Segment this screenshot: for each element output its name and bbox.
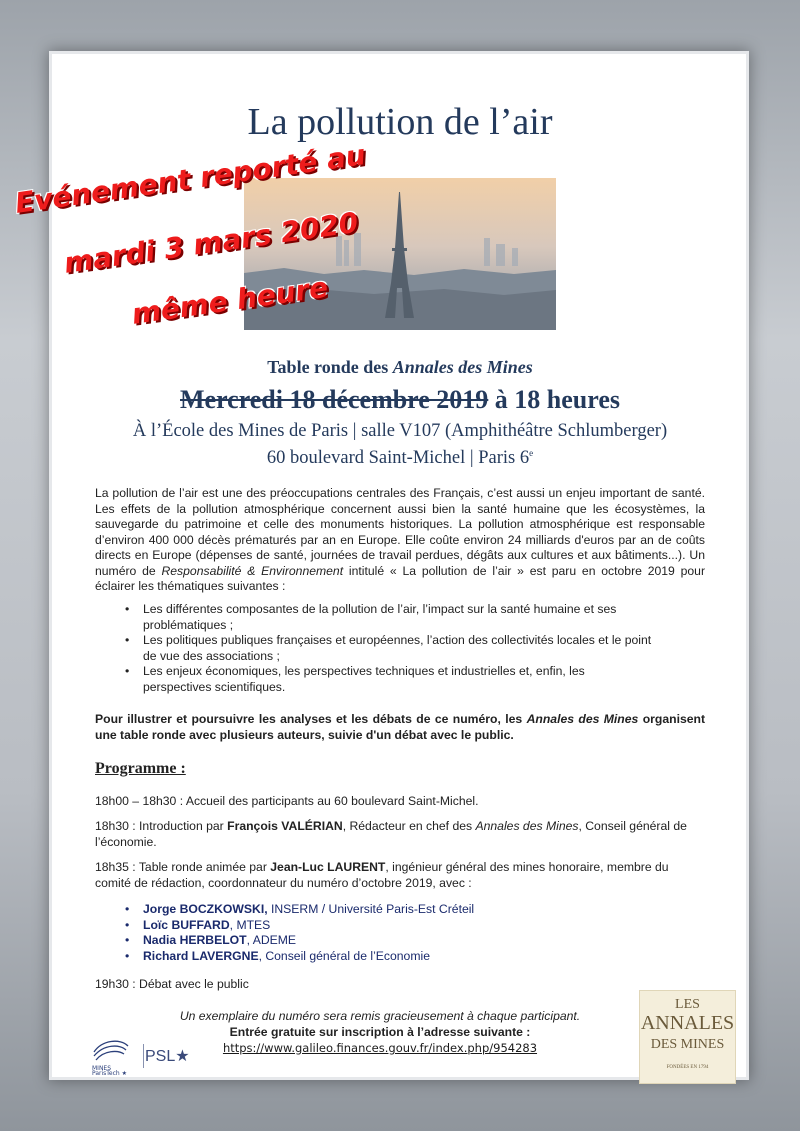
- event-place: À l’École des Mines de Paris | salle V107 (Amphithéâtre Schlumberger) 60 boulevard Saint-Michel | Paris 6e: [132, 421, 668, 469]
- stamp-line-3: même heure: [129, 270, 331, 331]
- svg-text:MINES: MINES: [92, 1065, 112, 1072]
- summary-paragraph: Pour illustrer et poursuivre les analyses et les débats de ce numéro, les Annales des Mines organisent une table ronde avec plusieurs auteurs, suivie d'un débat avec le public.: [95, 712, 706, 742]
- footer: [160, 1008, 600, 1056]
- logo-divider: [143, 1044, 144, 1068]
- panel-list: [95, 902, 705, 964]
- psl-logo: PSL★: [145, 1048, 190, 1065]
- list-item: • Les politiques publiques françaises et européennes, l’action des collectivités locales et le point de vue des associations ;: [95, 633, 655, 664]
- event-subtitle: Table ronde des Annales des Mines: [267, 357, 533, 377]
- topics-list: [95, 602, 655, 695]
- programme-item-3: 18h35 : Table ronde animée par Jean-Luc LAURENT, ingénieur général des mines honoraire, membre du comité de rédaction, coordonnateur du numéro d’octobre 2019, avec :: [95, 860, 669, 890]
- old-date: Mercredi 18 décembre 2019: [180, 385, 489, 414]
- programme-heading: Programme :: [95, 760, 186, 777]
- list-item: • Les différentes composantes de la pollution de l’air, l’impact sur la santé humaine et ses problématiques ;: [95, 602, 655, 633]
- programme-item-4: 19h30 : Débat avec le public: [95, 977, 249, 991]
- stamp-line-2: mardi 3 mars 2020: [61, 205, 361, 280]
- event-time: à 18 heures: [488, 385, 620, 414]
- svg-text:ParisTech ★: ParisTech ★: [92, 1070, 128, 1076]
- intro-paragraph: La pollution de l’air est une des préoccupations centrales des Français, c’est aussi un enjeu important de santé. Les effets de la pollution atmosphérique concernent aussi bien la santé humaine que les écosystèmes, la sauvegarde du patrimoine et celle des monuments historiques. La pollution atmosphérique est responsable d’environ 400 000 décès prématurés par an en Europe. Elle coûte environ 24 milliards d'euros par an de coûts directs en Europe (dépenses de santé, journées de travail perdues, dégâts aux cultures et aux bâtiments...). Un numéro de Responsabilité & Environnement intitulé « La pollution de l’air » est paru en octobre 2019 pour éclairer les thématiques suivantes :: [95, 486, 706, 593]
- registration-link[interactable]: https://www.galileo.finances.gouv.fr/index.php/954283: [222, 1041, 538, 1055]
- panelist: • Nadia HERBELOT, ADEME: [95, 933, 705, 949]
- mines-paristech-logo: [80, 1034, 140, 1076]
- programme-item-2: 18h30 : Introduction par François VALÉRIAN, Rédacteur en chef des Annales des Mines, Conseil général de l’économie.: [95, 819, 687, 849]
- panelist: • Richard LAVERGNE, Conseil général de l’Economie: [95, 949, 705, 965]
- list-item: • Les enjeux économiques, les perspectives techniques et industrielles et, enfin, les perspectives scientifiques.: [95, 664, 655, 695]
- panelist: • Loïc BUFFARD, MTES: [95, 918, 705, 934]
- annales-des-mines-logo: LES ANNALES DES MINES FONDÉES EN 1794: [639, 990, 736, 1084]
- event-date: [0, 385, 800, 415]
- panelist: • Jorge BOCZKOWSKI, INSERM / Université Paris-Est Créteil: [95, 902, 705, 918]
- footer-entry: Entrée gratuite sur inscription à l’adresse suivante :: [229, 1025, 531, 1039]
- page-title: La pollution de l’air: [247, 101, 553, 143]
- stamp-line-1: Evénement reporté au: [13, 138, 368, 220]
- footer-note: Un exemplaire du numéro sera remis gracieusement à chaque participant.: [179, 1009, 581, 1023]
- programme-item-1: 18h00 – 18h30 : Accueil des participants au 60 boulevard Saint-Michel.: [95, 794, 479, 808]
